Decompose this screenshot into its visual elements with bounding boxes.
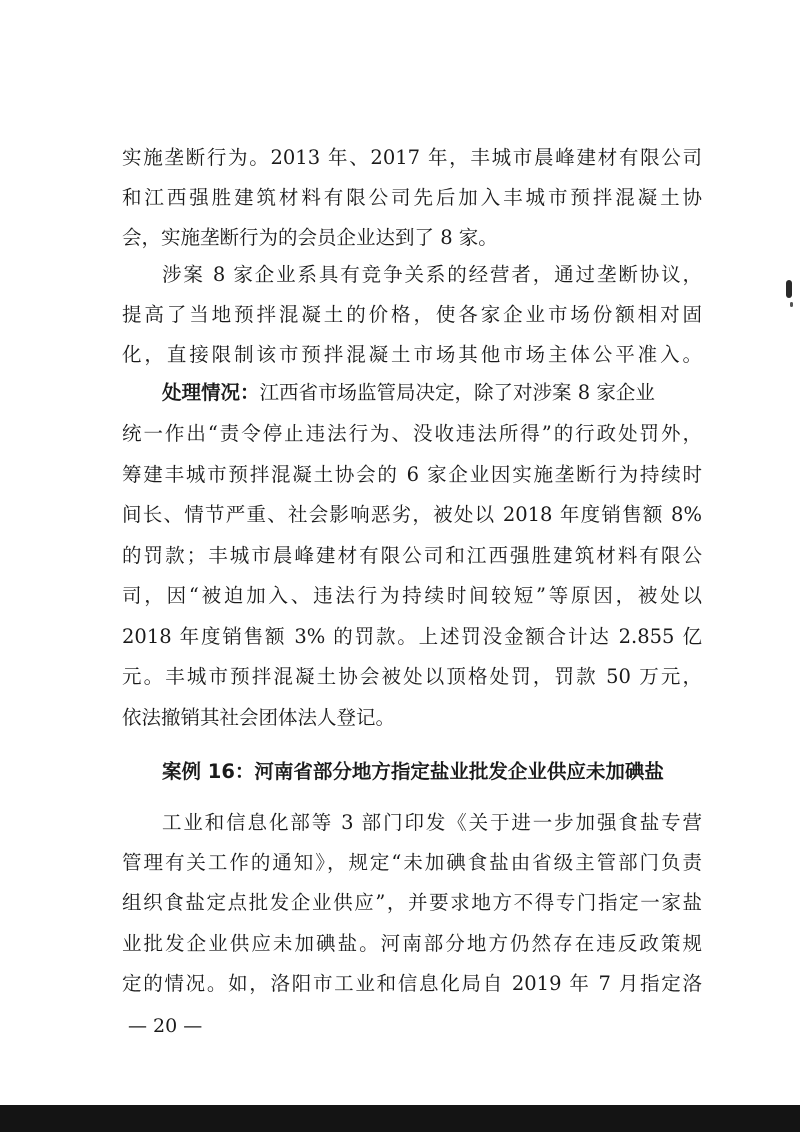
paragraph-line: 化，直接限制该市预拌混凝土市场其他市场主体公平准入。 bbox=[122, 343, 702, 366]
paragraph-first-line bbox=[122, 378, 702, 408]
paragraph-line: 依法撤销其社会团体法人登记。 bbox=[122, 706, 396, 729]
paragraph-line: 实施垄断行为。2013 年、2017 年，丰城市晨峰建材有限公司 bbox=[122, 146, 702, 169]
paragraph-line: 间长、情节严重、社会影响恶劣，被处以 2018 年度销售额 8% bbox=[122, 503, 702, 526]
paragraph-line: 业批发企业供应未加碘盐。河南部分地方仍然存在违反政策规 bbox=[122, 932, 702, 955]
paragraph-line: 定的情况。如，洛阳市工业和信息化局自 2019 年 7 月指定洛 bbox=[122, 972, 702, 995]
scan-artifact bbox=[786, 280, 792, 298]
paragraph-line: 和江西强胜建筑材料有限公司先后加入丰城市预拌混凝土协 bbox=[122, 186, 702, 209]
paragraph-line: 元。丰城市预拌混凝土协会被处以顶格处罚，罚款 50 万元， bbox=[122, 665, 702, 688]
paragraph-line: 工业和信息化部等 3 部门印发《关于进一步加强食盐专营 bbox=[162, 811, 702, 834]
paragraph-line: 提高了当地预拌混凝土的价格，使各家企业市场份额相对固 bbox=[122, 303, 702, 326]
paragraph-line: 组织食盐定点批发企业供应”，并要求地方不得专门指定一家盐 bbox=[122, 891, 702, 914]
section-label: 处理情况： bbox=[162, 381, 260, 404]
paragraph-text: 江西省市场监管局决定，除了对涉案 8 家企业 bbox=[259, 381, 655, 404]
paragraph-line: 涉案 8 家企业系具有竞争关系的经营者，通过垄断协议， bbox=[162, 263, 702, 286]
paragraph-line: 司，因“被迫加入、违法行为持续时间较短”等原因，被处以 bbox=[122, 584, 702, 607]
paragraph-line: 的罚款；丰城市晨峰建材有限公司和江西强胜建筑材料有限公 bbox=[122, 544, 702, 567]
paragraph-line: 会，实施垄断行为的会员企业达到了 8 家。 bbox=[122, 226, 498, 249]
paragraph-line: 筹建丰城市预拌混凝土协会的 6 家企业因实施垄断行为持续时 bbox=[122, 463, 702, 486]
paragraph-line: 管理有关工作的通知》，规定“未加碘食盐由省级主管部门负责 bbox=[122, 851, 702, 874]
scan-bottom-edge bbox=[0, 1105, 800, 1132]
case-heading: 案例 16：河南省部分地方指定盐业批发企业供应未加碘盐 bbox=[162, 760, 664, 783]
paragraph-line: 统一作出“责令停止违法行为、没收违法所得”的行政处罚外， bbox=[122, 422, 702, 445]
scan-artifact bbox=[790, 302, 793, 307]
page-number: — 20 — bbox=[128, 1015, 203, 1037]
paragraph-line: 2018 年度销售额 3% 的罚款。上述罚没金额合计达 2.855 亿 bbox=[122, 625, 702, 648]
